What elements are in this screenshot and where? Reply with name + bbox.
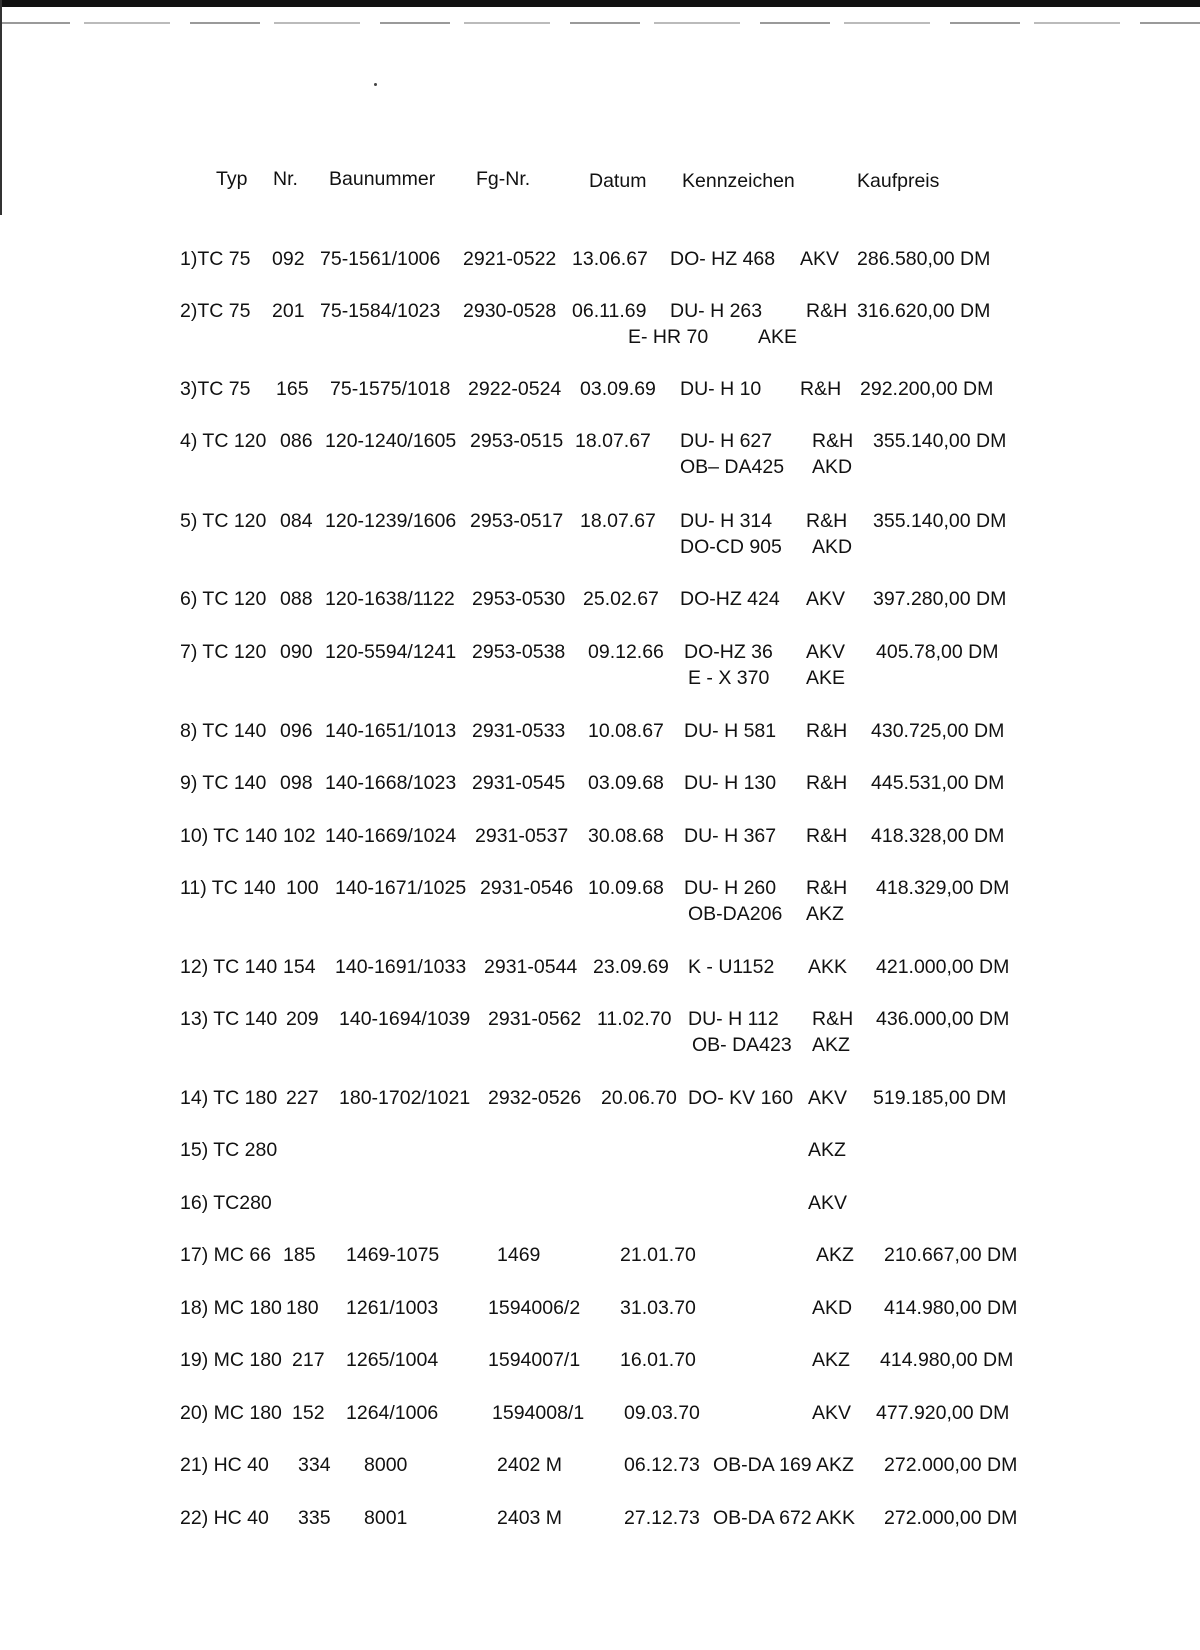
table-cell: 27.12.73	[624, 1507, 700, 1529]
table-cell: DO-HZ 424	[680, 588, 780, 610]
table-cell: 25.02.67	[583, 588, 659, 610]
table-cell: OB-DA 672 AKK	[713, 1507, 855, 1529]
table-cell: R&H	[812, 430, 854, 452]
table-cell: 477.920,00 DM	[876, 1402, 1010, 1424]
table-cell: 18.07.67	[575, 430, 651, 452]
table-cell: 227	[286, 1087, 319, 1109]
table-cell: 18.07.67	[580, 510, 656, 532]
table-cell: 1594006/2	[488, 1297, 581, 1319]
table-cell: 10) TC 140	[180, 825, 278, 847]
table-cell: 180	[286, 1297, 319, 1319]
table-cell: DU- H 627	[680, 430, 773, 452]
table-cell: 1)TC 75	[180, 248, 251, 270]
table-cell: 120-1239/1606	[325, 510, 457, 532]
table-cell: 75-1584/1023	[320, 300, 441, 322]
table-cell: 418.328,00 DM	[871, 825, 1005, 847]
table-cell: 140-1669/1024	[325, 825, 457, 847]
table-cell: DO-CD 905	[680, 536, 782, 558]
table-cell: AKV	[812, 1402, 852, 1424]
scan-left-edge	[0, 0, 2, 215]
table-cell: R&H	[800, 378, 842, 400]
table-cell: 286.580,00 DM	[857, 248, 991, 270]
table-cell: AKV	[808, 1192, 848, 1214]
table-cell: 2931-0544	[484, 956, 578, 978]
table-cell: 335	[298, 1507, 331, 1529]
table-cell: 10.08.67	[588, 720, 664, 742]
table-cell: 2953-0515	[470, 430, 564, 452]
table-cell: AKV	[806, 588, 846, 610]
table-cell: 8) TC 140	[180, 720, 267, 742]
table-cell: 2953-0517	[470, 510, 564, 532]
table-cell: AKK	[808, 956, 848, 978]
table-cell: 154	[283, 956, 316, 978]
table-cell: OB-DA 169 AKZ	[713, 1454, 854, 1476]
table-cell: AKE	[806, 667, 846, 689]
table-cell: 20) MC 180	[180, 1402, 282, 1424]
table-cell: 2931-0533	[472, 720, 566, 742]
table-cell: 140-1651/1013	[325, 720, 457, 742]
table-cell: 3)TC 75	[180, 378, 251, 400]
table-cell: 14) TC 180	[180, 1087, 278, 1109]
table-cell: 1594007/1	[488, 1349, 581, 1371]
table-cell: 2922-0524	[468, 378, 562, 400]
table-cell: E - X 370	[688, 667, 770, 689]
table-cell: 9) TC 140	[180, 772, 267, 794]
table-cell: 355.140,00 DM	[873, 510, 1007, 532]
table-cell: 7) TC 120	[180, 641, 267, 663]
table-cell: AKD	[812, 456, 853, 478]
table-cell: 092	[272, 248, 305, 270]
table-cell: 1469	[497, 1244, 541, 1266]
table-cell: 09.03.70	[624, 1402, 700, 1424]
table-cell: 210.667,00 DM	[884, 1244, 1018, 1266]
table-cell: DU- H 260	[684, 877, 777, 899]
table-cell: 13) TC 140	[180, 1008, 278, 1030]
table-cell: 12) TC 140	[180, 956, 278, 978]
table-cell: 102	[283, 825, 316, 847]
table-cell: 16.01.70	[620, 1349, 696, 1371]
table-cell: OB- DA423	[692, 1034, 792, 1056]
table-cell: 152	[292, 1402, 325, 1424]
table-cell: DO- HZ 468	[670, 248, 776, 270]
table-cell: 8000	[364, 1454, 408, 1476]
table-cell: 16) TC280	[180, 1192, 272, 1214]
table-cell: 140-1691/1033	[335, 956, 467, 978]
table-cell: AKD	[812, 1297, 853, 1319]
table-cell: R&H	[812, 1008, 854, 1030]
table-cell: DU- H 263	[670, 300, 763, 322]
table-cell: 21) HC 40	[180, 1454, 269, 1476]
table-cell: 2932-0526	[488, 1087, 582, 1109]
table-cell: 2931-0537	[475, 825, 569, 847]
scan-top-edge	[0, 0, 1200, 7]
table-cell: 5) TC 120	[180, 510, 267, 532]
table-cell: 19) MC 180	[180, 1349, 282, 1371]
scan-dash-line	[0, 22, 1200, 24]
table-cell: 06.11.69	[572, 300, 647, 322]
table-cell: 334	[298, 1454, 331, 1476]
table-cell: 2931-0545	[472, 772, 566, 794]
table-cell: 140-1694/1039	[339, 1008, 471, 1030]
table-cell: 03.09.68	[588, 772, 664, 794]
table-cell: 4) TC 120	[180, 430, 267, 452]
header-baunummer: Baunummer	[329, 168, 436, 190]
table-cell: 2403 M	[497, 1507, 563, 1529]
table-cell: 15) TC 280	[180, 1139, 278, 1161]
table-cell: R&H	[806, 825, 848, 847]
table-cell: 2921-0522	[463, 248, 557, 270]
table-cell: 10.09.68	[588, 877, 664, 899]
table-cell: 088	[280, 588, 313, 610]
table-cell: 2)TC 75	[180, 300, 251, 322]
table-cell: 180-1702/1021	[339, 1087, 471, 1109]
header-fgnr: Fg-Nr.	[476, 168, 531, 190]
table-cell: R&H	[806, 510, 848, 532]
table-cell: AKV	[808, 1087, 848, 1109]
table-cell: 09.12.66	[588, 641, 664, 663]
table-cell: OB-DA206	[688, 903, 783, 925]
table-cell: 096	[280, 720, 313, 742]
table-cell: 30.08.68	[588, 825, 664, 847]
table-cell: 100	[286, 877, 319, 899]
table-cell: AKZ	[816, 1244, 854, 1266]
table-cell: OB– DA425	[680, 456, 785, 478]
table-cell: 272.000,00 DM	[884, 1454, 1018, 1476]
table-cell: AKZ	[806, 903, 844, 925]
table-cell: 090	[280, 641, 313, 663]
table-cell: 421.000,00 DM	[876, 956, 1010, 978]
table-cell: R&H	[806, 877, 848, 899]
table-cell: 2930-0528	[463, 300, 557, 322]
table-cell: 086	[280, 430, 313, 452]
table-cell: AKV	[806, 641, 846, 663]
table-cell: 2931-0562	[488, 1008, 582, 1030]
table-cell: 292.200,00 DM	[860, 378, 994, 400]
header-kaufpreis: Kaufpreis	[857, 170, 940, 192]
table-cell: 414.980,00 DM	[884, 1297, 1018, 1319]
table-cell: 185	[283, 1244, 316, 1266]
table-cell: 23.09.69	[593, 956, 669, 978]
table-cell: AKV	[800, 248, 840, 270]
table-cell: 75-1575/1018	[330, 378, 451, 400]
table-cell: 06.12.73	[624, 1454, 700, 1476]
table-cell: K - U1152	[688, 956, 775, 978]
header-datum: Datum	[589, 170, 647, 192]
table-cell: 2402 M	[497, 1454, 563, 1476]
table-cell: 13.06.67	[572, 248, 648, 270]
table-cell: AKD	[812, 536, 853, 558]
table-cell: 355.140,00 DM	[873, 430, 1007, 452]
table-cell: 519.185,00 DM	[873, 1087, 1007, 1109]
table-cell: 436.000,00 DM	[876, 1008, 1010, 1030]
table-cell: 165	[276, 378, 309, 400]
table-cell: 2953-0538	[472, 641, 566, 663]
table-cell: DU- H 112	[688, 1008, 779, 1030]
table-cell: 1594008/1	[492, 1402, 585, 1424]
header-nr: Nr.	[273, 168, 298, 190]
table-cell: 1265/1004	[346, 1349, 439, 1371]
table-cell: AKZ	[812, 1034, 850, 1056]
table-cell: AKZ	[808, 1139, 846, 1161]
table-cell: 217	[292, 1349, 325, 1371]
table-cell: 084	[280, 510, 313, 532]
table-cell: 120-5594/1241	[325, 641, 457, 663]
table-cell: 405.78,00 DM	[876, 641, 999, 663]
table-cell: 75-1561/1006	[320, 248, 441, 270]
table-cell: R&H	[806, 300, 848, 322]
table-cell: DU- H 130	[684, 772, 777, 794]
table-cell: 17) MC 66	[180, 1244, 272, 1266]
table-cell: DO- KV 160	[688, 1087, 794, 1109]
table-cell: 1469-1075	[346, 1244, 440, 1266]
table-cell: 20.06.70	[601, 1087, 677, 1109]
table-cell: AKE	[758, 326, 798, 348]
table-cell: 209	[286, 1008, 319, 1030]
table-cell: R&H	[806, 772, 848, 794]
table-cell: 445.531,00 DM	[871, 772, 1005, 794]
table-cell: 272.000,00 DM	[884, 1507, 1018, 1529]
table-cell: 316.620,00 DM	[857, 300, 991, 322]
table-cell: 1264/1006	[346, 1402, 439, 1424]
table-cell: 418.329,00 DM	[876, 877, 1010, 899]
table-cell: 2931-0546	[480, 877, 574, 899]
table-cell: 31.03.70	[620, 1297, 696, 1319]
scan-speck	[374, 83, 377, 86]
table-cell: 21.01.70	[620, 1244, 696, 1266]
table-cell: 120-1638/1122	[325, 588, 455, 610]
table-cell: 03.09.69	[580, 378, 656, 400]
header-typ: Typ	[216, 168, 248, 190]
table-cell: 397.280,00 DM	[873, 588, 1007, 610]
table-cell: 140-1668/1023	[325, 772, 457, 794]
table-cell: 6) TC 120	[180, 588, 267, 610]
table-cell: R&H	[806, 720, 848, 742]
table-cell: DU- H 314	[680, 510, 773, 532]
table-cell: 120-1240/1605	[325, 430, 457, 452]
table-cell: 11.02.70	[597, 1008, 672, 1030]
table-cell: 201	[272, 300, 305, 322]
table-cell: DU- H 581	[684, 720, 777, 742]
table-cell: AKZ	[812, 1349, 850, 1371]
table-cell: 1261/1003	[346, 1297, 439, 1319]
table-cell: 430.725,00 DM	[871, 720, 1005, 742]
table-cell: 098	[280, 772, 313, 794]
table-cell: E- HR 70	[628, 326, 709, 348]
table-cell: 18) MC 180	[180, 1297, 282, 1319]
table-cell: 414.980,00 DM	[880, 1349, 1014, 1371]
table-cell: 22) HC 40	[180, 1507, 269, 1529]
table-cell: 11) TC 140	[180, 877, 276, 899]
table-cell: 140-1671/1025	[335, 877, 467, 899]
header-kennzeichen: Kennzeichen	[682, 170, 795, 192]
table-cell: DU- H 10	[680, 378, 762, 400]
table-cell: DO-HZ 36	[684, 641, 773, 663]
table-cell: DU- H 367	[684, 825, 777, 847]
table-cell: 8001	[364, 1507, 408, 1529]
table-cell: 2953-0530	[472, 588, 566, 610]
